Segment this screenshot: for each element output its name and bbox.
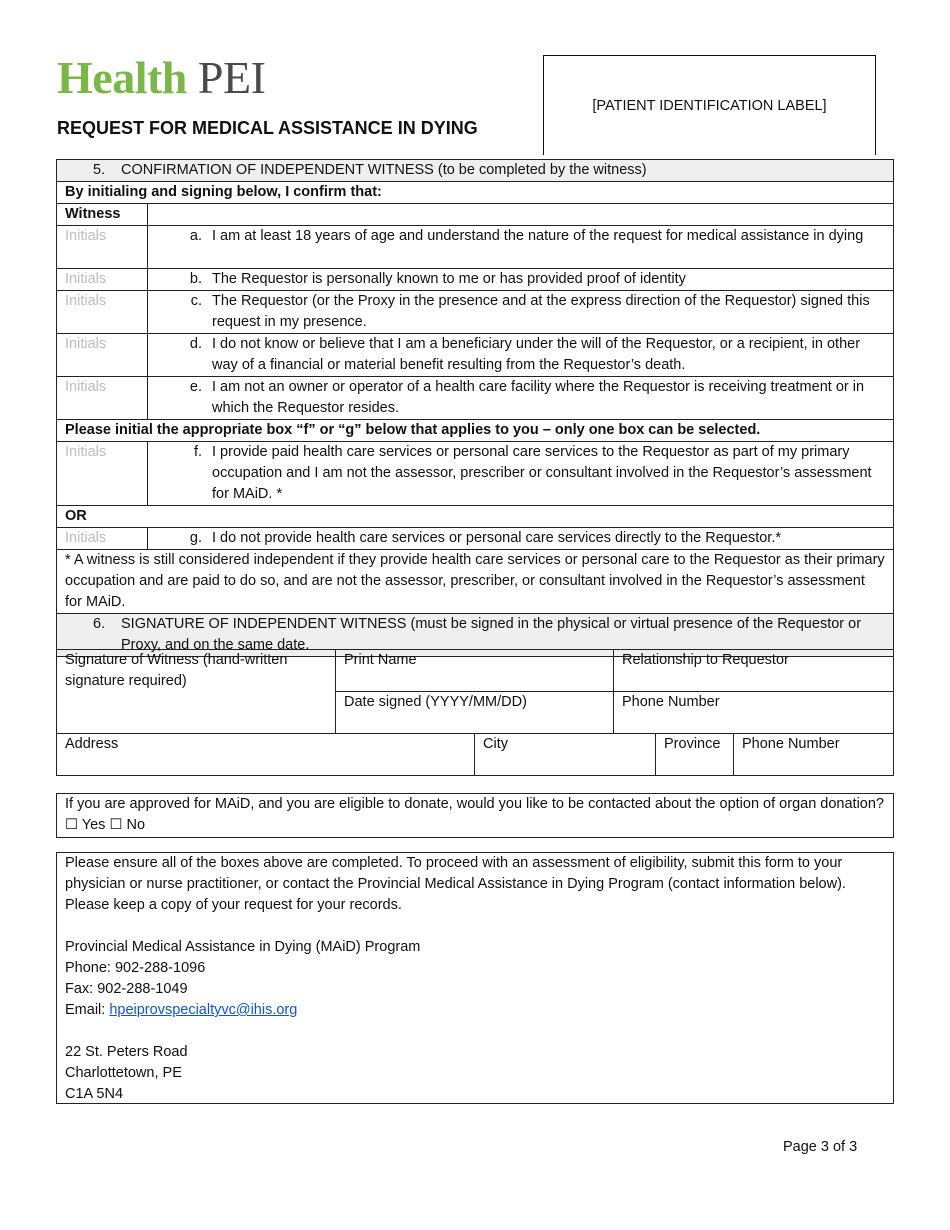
province-label: Province <box>664 736 721 752</box>
form-title: REQUEST FOR MEDICAL ASSISTANCE IN DYING <box>57 118 478 138</box>
witness-column-empty <box>148 204 894 226</box>
city-label: City <box>483 736 508 752</box>
logo-pei-text: PEI <box>197 52 266 103</box>
relationship-field[interactable] <box>614 650 894 692</box>
item-letter: c. <box>190 293 202 309</box>
health-pei-logo <box>57 52 265 104</box>
address-line-1: 22 St. Peters Road <box>65 1044 188 1060</box>
program-name: Provincial Medical Assistance in Dying (MAiD) Program <box>65 939 421 955</box>
section6-number: 6. <box>93 616 106 632</box>
section5-intro: By initialing and signing below, I confirm that: <box>57 182 894 204</box>
item-text: The Requestor (or the Proxy in the presence and at the express direction of the Requestor) signed this request in my presence. <box>212 293 870 330</box>
witness-column-label: Witness <box>57 204 148 226</box>
patient-label-text: [PATIENT IDENTIFICATION LABEL] <box>592 97 827 114</box>
item-text: I do not know or believe that I am a beneficiary under the will of the Requestor, or a recipient, in other way of a financial or material benefit resulting from the Requestor’s death. <box>212 336 861 373</box>
item-letter: a. <box>189 228 202 244</box>
item-text: I am not an owner or operator of a health care facility where the Requestor is receiving treatment or in which the Requestor resides. <box>212 379 865 416</box>
initials-field-d[interactable]: Initials <box>57 334 148 377</box>
date-signed-field[interactable] <box>336 692 614 734</box>
signature-label: Signature of Witness (hand-written signature required) <box>65 652 288 689</box>
email-label: Email: <box>65 1002 110 1018</box>
patient-label-box <box>543 55 876 155</box>
initials-field-b[interactable]: Initials <box>57 269 148 291</box>
address-phone-field[interactable] <box>734 734 894 776</box>
initials-field-f[interactable]: Initials <box>57 442 148 506</box>
organ-donation-question: If you are approved for MAiD, and you are eligible to donate, would you like to be contacted about the option of organ donation? <box>65 796 884 812</box>
section5-heading <box>57 160 894 182</box>
item-letter: e. <box>189 379 202 395</box>
contact-info-box <box>56 852 894 1104</box>
initials-field-c[interactable]: Initials <box>57 291 148 334</box>
address-label: Address <box>65 736 119 752</box>
item-c <box>148 291 894 334</box>
signature-field[interactable] <box>57 650 336 734</box>
program-fax: Fax: 902-288-1049 <box>65 981 188 997</box>
no-label: No <box>126 817 146 833</box>
email-link[interactable]: hpeiprovspecialtyvc@ihis.org <box>109 1002 298 1018</box>
item-letter: f. <box>193 444 202 460</box>
initials-field-g[interactable]: Initials <box>57 528 148 550</box>
city-field[interactable] <box>475 734 656 776</box>
address-line-3: C1A 5N4 <box>65 1086 124 1102</box>
relationship-label: Relationship to Requestor <box>622 652 789 668</box>
print-name-label: Print Name <box>344 652 417 668</box>
item-g <box>148 528 894 550</box>
choice-instruction: Please initial the appropriate box “f” or “g” below that applies to you – only one box can be selected. <box>57 420 894 442</box>
item-text: I do not provide health care services or personal care services directly to the Requestor.* <box>212 530 782 546</box>
section5-number: 5. <box>93 162 106 178</box>
item-d <box>148 334 894 377</box>
item-b <box>148 269 894 291</box>
no-checkbox[interactable]: ☐ <box>109 817 123 833</box>
item-f <box>148 442 894 506</box>
address-line-2: Charlottetown, PE <box>65 1065 182 1081</box>
item-letter: d. <box>189 336 202 352</box>
province-field[interactable] <box>656 734 734 776</box>
section6-heading-text: SIGNATURE OF INDEPENDENT WITNESS (must be signed in the physical or virtual presence of the Requestor or Proxy, and on the same date. <box>121 616 862 653</box>
program-phone: Phone: 902-288-1096 <box>65 960 206 976</box>
yes-checkbox[interactable]: ☐ <box>65 817 78 833</box>
yes-label: Yes <box>81 817 106 833</box>
page-number: Page 3 of 3 <box>783 1139 858 1155</box>
or-label: OR <box>57 506 894 528</box>
initials-field-e[interactable]: Initials <box>57 377 148 420</box>
witness-confirmation-table <box>56 159 894 657</box>
initials-field-a[interactable]: Initials <box>57 226 148 269</box>
independence-footnote: * A witness is still considered independent if they provide health care services or personal care to the Requestor as their primary occupation and are paid to do so, and are not the assessor, prescriber, or consultant involved in the Requestor’s assessment for MAiD. <box>57 550 894 614</box>
witness-signature-table <box>56 649 894 776</box>
address-phone-label: Phone Number <box>742 736 840 752</box>
section5-heading-text: CONFIRMATION OF INDEPENDENT WITNESS (to be completed by the witness) <box>121 162 647 178</box>
print-name-field[interactable] <box>336 650 614 692</box>
organ-donation-box <box>56 793 894 838</box>
item-text: The Requestor is personally known to me or has provided proof of identity <box>212 271 686 287</box>
date-signed-label: Date signed (YYYY/MM/DD) <box>344 694 527 710</box>
program-email <box>65 1000 885 1021</box>
item-e <box>148 377 894 420</box>
item-text: I provide paid health care services or personal care services to the Requestor as part of my primary occupation and I am not the assessor, prescriber or consultant involved in the Requestor’s assessment for MAiD. * <box>212 444 872 502</box>
item-letter: g. <box>189 530 202 546</box>
item-letter: b. <box>189 271 202 287</box>
phone-number-label: Phone Number <box>622 694 720 710</box>
item-text: I am at least 18 years of age and understand the nature of the request for medical assistance in dying <box>212 228 864 244</box>
address-field[interactable] <box>57 734 475 776</box>
submission-instructions: Please ensure all of the boxes above are completed. To proceed with an assessment of eligibility, submit this form to your physician or nurse practitioner, or contact the Provincial Medical Assistance in Dying Program (contact information below). Please keep a copy of your request for your records. <box>65 855 846 913</box>
phone-number-field[interactable] <box>614 692 894 734</box>
item-a <box>148 226 894 269</box>
logo-health-text: Health <box>57 52 187 103</box>
